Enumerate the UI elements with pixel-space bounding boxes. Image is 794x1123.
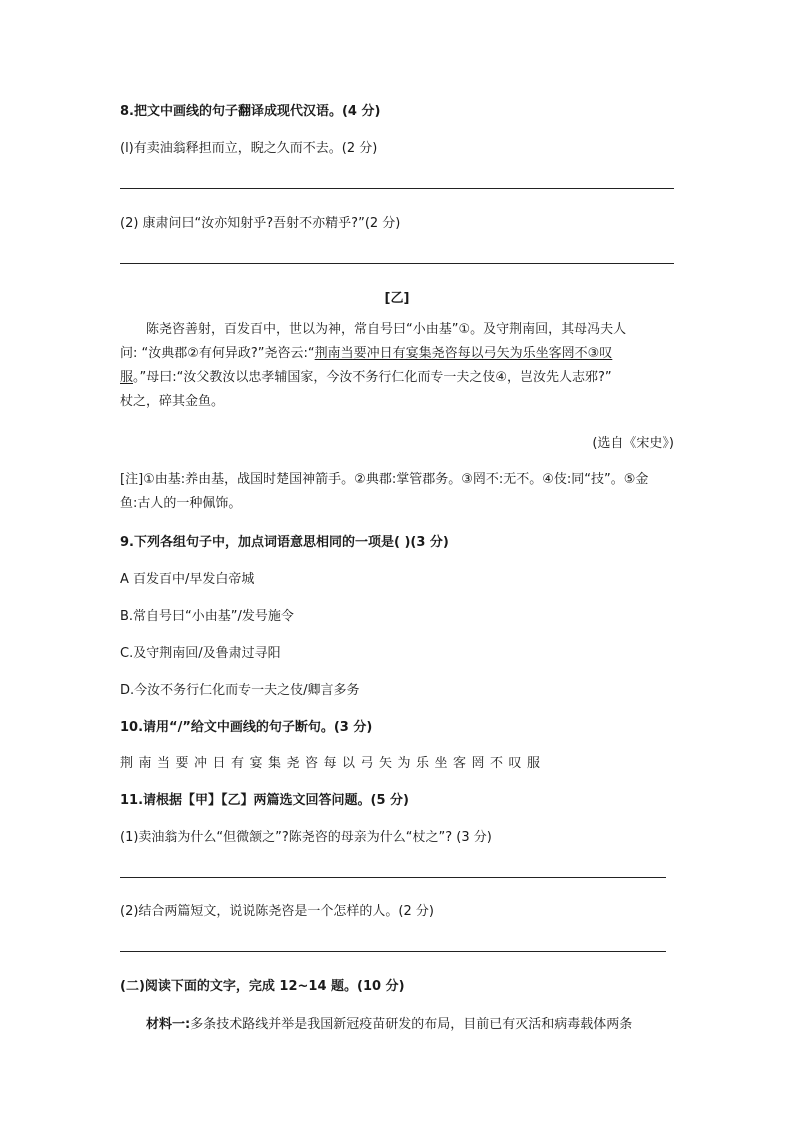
- q8-title: 8.把文中画线的句子翻译成现代汉语。(4 分): [120, 104, 381, 119]
- q9-option-a: A 百发百中/早发白帝城: [120, 572, 255, 587]
- answer-line: [120, 877, 666, 878]
- answer-line: [120, 188, 674, 189]
- q9-option-d: D.今汝不务行仁化而专一夫之伎/卿言多务: [120, 683, 360, 698]
- q9-title: 9.下列各组句子中，加点词语意思相同的一项是( )(3 分): [120, 535, 449, 550]
- notes: [120, 468, 676, 516]
- q9-option-b: B.常自号曰“小由基”/发号施令: [120, 609, 294, 624]
- q8-sub1: (l)有卖油翁释担而立，睨之久而不去。(2 分): [120, 141, 378, 156]
- answer-line: [120, 951, 666, 952]
- passage-text: 问: “汝典郡②有何异政?”尧咨云:“: [120, 346, 315, 361]
- note-line: [注]①由基:养由基，战国时楚国神箭手。②典郡:掌管郡务。③罔不:无不。④伎:同“技”。⑤金: [120, 472, 649, 487]
- underlined-sentence: 荆南当要冲日有宴集尧咨每以弓矢为乐坐客罔不③叹: [314, 346, 613, 361]
- q11-title: 11.请根据【甲】【乙】两篇选文回答问题。(5 分): [120, 793, 409, 808]
- passage-yi: [120, 318, 676, 414]
- q9-option-c: C.及守荆南回/及鲁肃过寻阳: [120, 646, 281, 661]
- q8-sub2: (2) 康肃问曰“汝亦知射乎?吾射不亦精乎?”(2 分): [120, 216, 401, 231]
- answer-line: [120, 263, 674, 264]
- q10-text: 荆南当要冲日有宴集尧咨每以弓矢为乐坐客罔不叹服: [120, 756, 546, 771]
- passage-line: [120, 366, 676, 390]
- passage-line: 陈尧咨善射，百发百中，世以为神，常自号曰“小由基”①。及守荆南回，其母冯夫人: [146, 322, 627, 337]
- q10-title: 10.请用“/”给文中画线的句子断句。(3 分): [120, 720, 373, 735]
- section-heading-yi: [乙]: [384, 291, 410, 306]
- passage-line: [120, 342, 676, 366]
- q11-sub2: (2)结合两篇短文，说说陈尧咨是一个怎样的人。(2 分): [120, 904, 434, 919]
- source: (选自《宋史》): [592, 436, 674, 451]
- passage-text: 。”母曰:“汝父教汝以忠孝辅国家，今汝不务行仁化而专一夫之伎④，岂汝先人志邪?”: [133, 370, 612, 385]
- material-1: [146, 1013, 632, 1032]
- part2-title: (二)阅读下面的文字，完成 12~14 题。(10 分): [120, 979, 405, 994]
- passage-line: 杖之，碎其金鱼。: [120, 394, 225, 409]
- material-label: 材料一:: [146, 1017, 191, 1032]
- underlined-sentence: 服: [120, 370, 134, 385]
- q11-sub1: (1)卖油翁为什么“但微颔之”?陈尧咨的母亲为什么“杖之”? (3 分): [120, 830, 492, 845]
- note-line: 鱼:古人的一种佩饰。: [120, 496, 242, 511]
- material-text: 多条技术路线并举是我国新冠疫苗研发的布局，目前已有灭活和病毒载体两条: [190, 1017, 633, 1032]
